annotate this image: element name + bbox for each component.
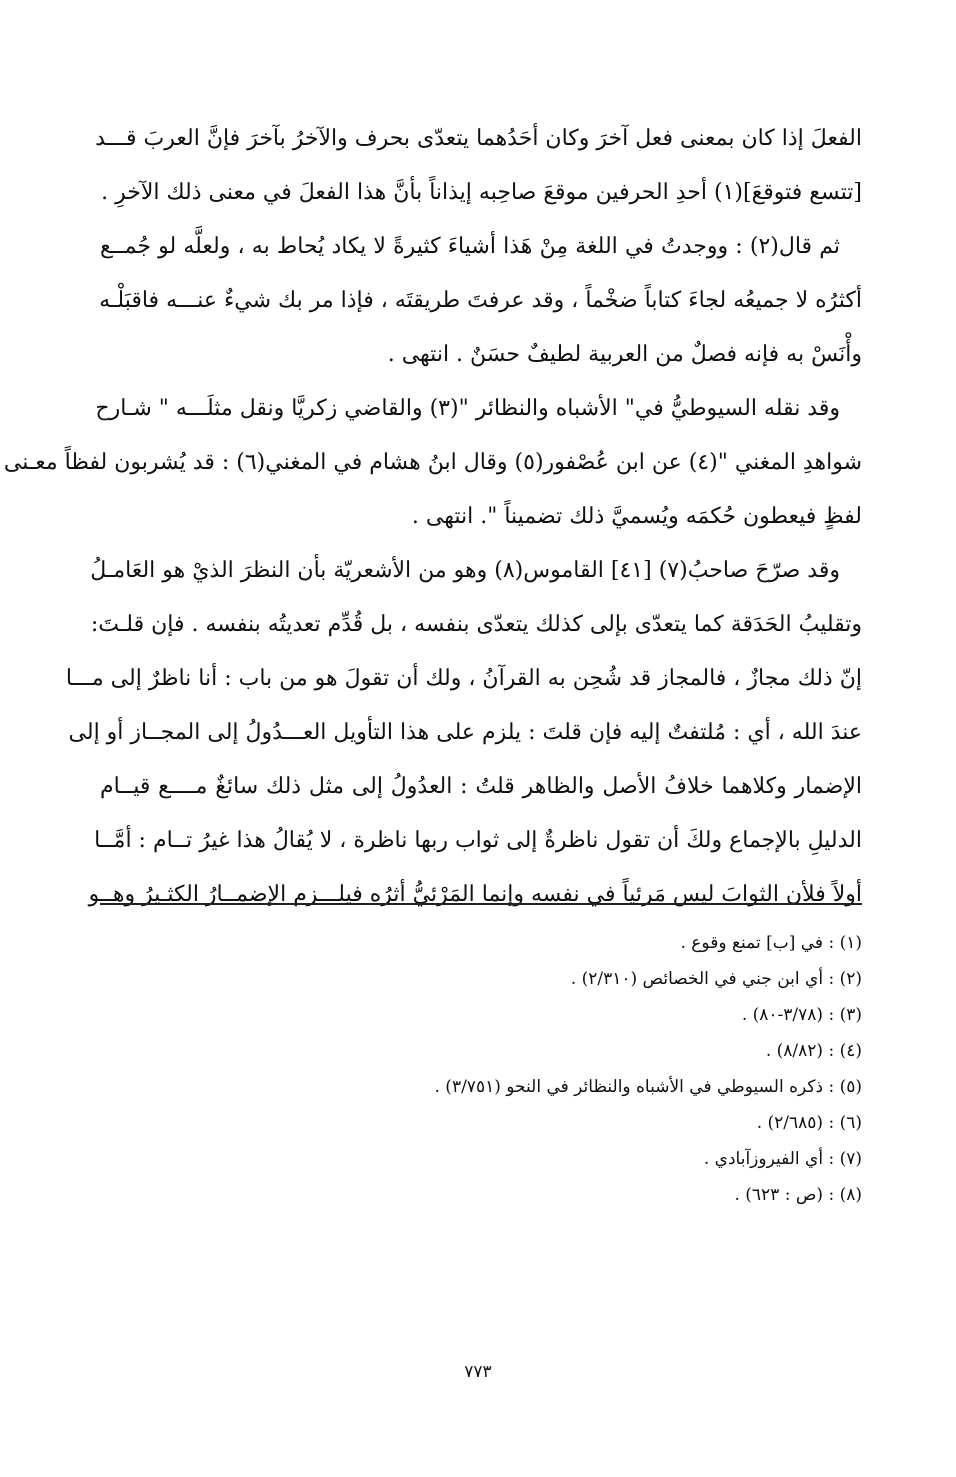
footnote: (٥) : ذكره السيوطي في الأشباه والنظائر في النحو (٣/٧٥١) . xyxy=(434,1077,862,1097)
text-line: [تتسع فتوقعَ](١) أحدِ الحرفين موقعَ صاحِبه إيذاناً بأنَّ هذا الفعلَ في معنى ذلك الآخرِ . xyxy=(101,180,862,205)
text-line: لفظٍ فيعطون حُكمَه ويُسميَّ ذلك تضميناً ". انتهى . xyxy=(411,504,862,529)
footnote-divider xyxy=(100,903,862,905)
footnote: (٦) : (٢/٦٨٥) . xyxy=(756,1113,862,1133)
text-line: أولاً فلأن الثوابَ ليس مَرئياً في نفسه وإنما المَرْئيُّ أثرُه فيلـــزم الإضمــارُ الكثـيرُ وهــو xyxy=(88,882,862,907)
text-line: الإضمار وكلاهما خلافُ الأصل والظاهر قلتُ : العدُولُ إلى مثل ذلك سائغٌ مــــع قيــام xyxy=(100,774,862,799)
footnote: (٧) : أي الفيروزآبادي . xyxy=(703,1149,862,1169)
text-line: وتقليبُ الحَدَقة كما يتعدّى بإلى كذلك يتعدّى بنفسه ، بل قُدِّم تعديتُه بنفسه . فإن قلـتَ: xyxy=(90,612,862,637)
footnote: (١) : في [ب] تمنع وقوع . xyxy=(680,933,862,953)
text-line: إنّ ذلك مجازٌ ، فالمجاز قد شُحِن به القرآنُ ، ولك أن تقولَ هو من باب : أنا ناظرٌ إلى مـــا xyxy=(65,666,862,691)
page-number: ٧٧٣ xyxy=(464,1362,492,1382)
text-line: وقد صرّحَ صاحبُ(٧) [٤١] القاموس(٨) وهو من الأشعريّة بأن النظرَ الذيْ هو العَامـلُ xyxy=(90,558,840,583)
text-line: عندَ الله ، أي : مُلتفتٌ إليه فإن قلتَ : يلزم على هذا التأويل العـــدُولُ إلى المجــاز أو إلى xyxy=(68,720,862,745)
footnote: (٢) : أي ابن جني في الخصائص (٢/٣١٠) . xyxy=(570,969,862,989)
footnote: (٣) : (٣/٧٨-٨٠) . xyxy=(741,1005,862,1025)
text-line: وأْنَسْ به فإنه فصلٌ من العربية لطيفٌ حسَنٌ . انتهى . xyxy=(387,342,862,367)
footnote: (٤) : (٨/٨٢) . xyxy=(765,1041,862,1061)
text-line: وقد نقله السيوطيُّ في" الأشباه والنظائر "(٣) والقاضي زكريَّا ونقل مثلَـــه " شـارح xyxy=(95,396,840,421)
text-line: شواهدِ المغني "(٤) عن ابن عُصْفور(٥) وقال ابنُ هشام في المغني(٦) : قد يُشربون لفظاً معـنى xyxy=(3,450,862,475)
footnote: (٨) : (ص : ٦٢٣) . xyxy=(734,1185,862,1205)
text-line: أكثرُه لا جميعُه لجاءَ كتاباً ضخْماً ، وقد عرفتَ طريقتَه ، فإذا مر بك شيءٌ عنـــه فاقبَلْـه xyxy=(99,288,862,313)
text-line: ثم قال(٢) : ووجدتُ في اللغة مِنْ هَذا أشياءَ كثيرةً لا يكاد يُحاط به ، ولعلَّه لو جُمــع xyxy=(100,234,840,259)
text-line: الدليلِ بالإجماع ولكَ أن تقول ناظرةٌ إلى ثواب ربها ناظرة ، لا يُقالُ هذا غيرُ تــام : أمَّــا xyxy=(94,828,862,853)
text-line: الفعلَ إذا كان بمعنى فعل آخرَ وكان أحَدُهما يتعدّى بحرف والآخرُ بآخرَ فإنَّ العربَ قـــد xyxy=(95,126,862,151)
main-text xyxy=(3,112,862,922)
footnotes xyxy=(100,925,862,1213)
